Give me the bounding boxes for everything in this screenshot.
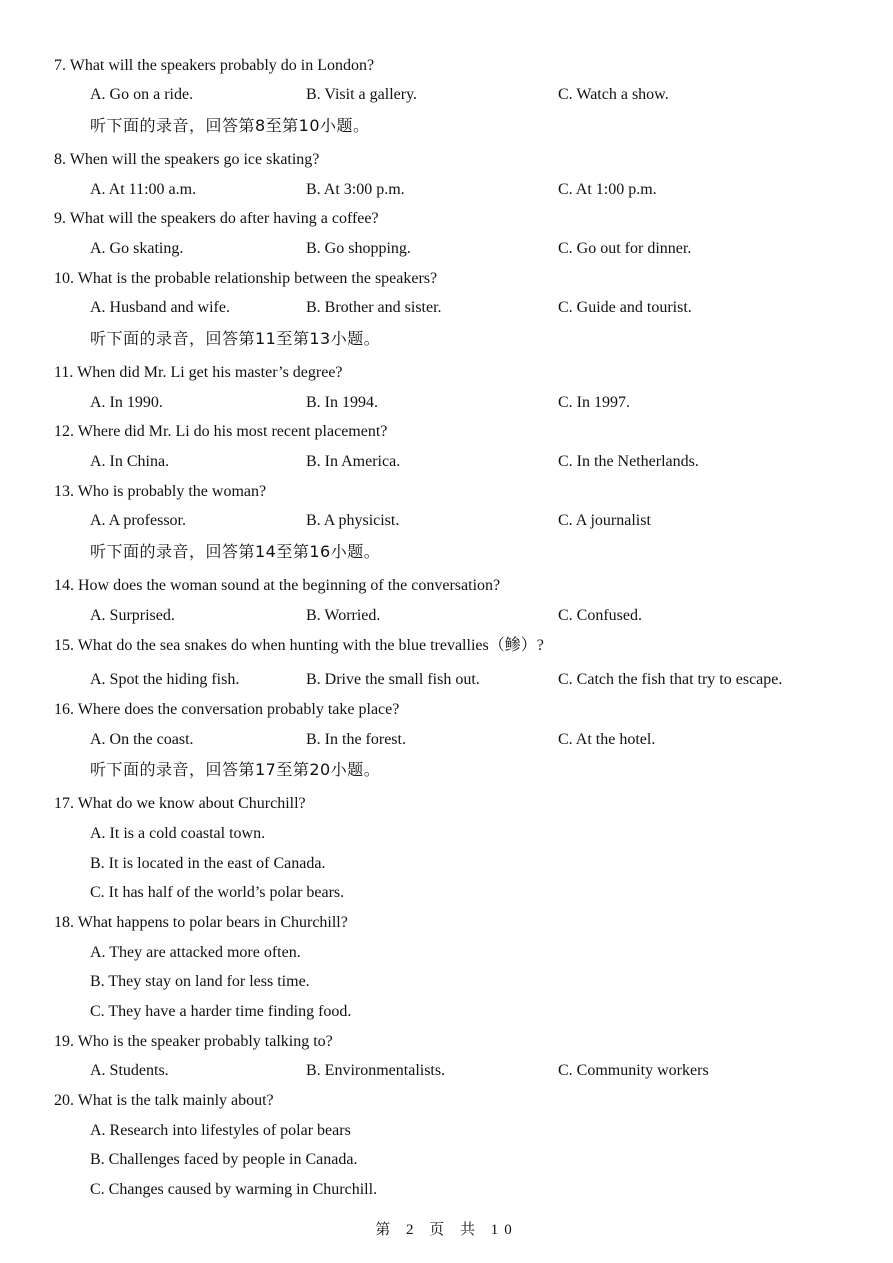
question-15-stem: 15. What do the sea snakes do when hunting with the blue trevallies（鲹）? [54, 637, 544, 654]
question-15-option-c: C. Catch the fish that try to escape. [558, 671, 783, 688]
question-12-option-a: A. In China. [90, 453, 170, 470]
question-7-option-b: B. Visit a gallery. [306, 86, 418, 103]
question-7-stem: 7. What will the speakers probably do in London? [54, 57, 375, 74]
question-9-stem: 9. What will the speakers do after having a coffee? [54, 210, 379, 227]
question-14-option-c: C. Confused. [558, 607, 642, 624]
question-14-option-a: A. Surprised. [90, 607, 175, 624]
question-11-option-b: B. In 1994. [306, 394, 378, 411]
page-footer: 第 2 页 共 10 [375, 1222, 518, 1238]
question-20-stem: 20. What is the talk mainly about? [54, 1092, 274, 1109]
question-11-option-c: C. In 1997. [558, 394, 630, 411]
question-10-stem: 10. What is the probable relationship between the speakers? [54, 270, 438, 287]
question-20-option-a: A. Research into lifestyles of polar bears [90, 1122, 351, 1139]
question-19-option-c: C. Community workers [558, 1062, 709, 1079]
question-13-stem: 13. Who is probably the woman? [54, 483, 267, 500]
question-7-option-a: A. Go on a ride. [90, 86, 194, 103]
question-7-option-c: C. Watch a show. [558, 86, 669, 103]
question-13-option-c: C. A journalist [558, 512, 651, 529]
question-8-option-c: C. At 1:00 p.m. [558, 181, 657, 198]
question-19-option-a: A. Students. [90, 1062, 169, 1079]
question-16-option-c: C. At the hotel. [558, 731, 656, 748]
question-10-option-c: C. Guide and tourist. [558, 299, 692, 316]
question-9-option-b: B. Go shopping. [306, 240, 411, 257]
question-13-option-b: B. A physicist. [306, 512, 400, 529]
question-11-stem: 11. When did Mr. Li get his master’s degree? [54, 364, 343, 381]
question-20-option-c: C. Changes caused by warming in Churchill. [90, 1181, 378, 1198]
question-10-option-a: A. Husband and wife. [90, 299, 230, 316]
question-16-option-b: B. In the forest. [306, 731, 406, 748]
question-19-stem: 19. Who is the speaker probably talking to? [54, 1033, 333, 1050]
question-10-option-b: B. Brother and sister. [306, 299, 442, 316]
question-14-option-b: B. Worried. [306, 607, 381, 624]
question-18-stem: 18. What happens to polar bears in Churchill? [54, 914, 348, 931]
question-11-option-a: A. In 1990. [90, 394, 163, 411]
instruction-17-20: 听下面的录音，回答第17至第20小题。 [90, 760, 381, 779]
question-17-option-b: B. It is located in the east of Canada. [90, 855, 326, 872]
question-16-option-a: A. On the coast. [90, 731, 194, 748]
question-17-stem: 17. What do we know about Churchill? [54, 795, 306, 812]
question-14-stem: 14. How does the woman sound at the beginning of the conversation? [54, 577, 501, 594]
instruction-14-16: 听下面的录音，回答第14至第16小题。 [90, 542, 381, 561]
question-18-option-a: A. They are attacked more often. [90, 944, 301, 961]
question-9-option-c: C. Go out for dinner. [558, 240, 692, 257]
question-8-option-a: A. At 11:00 a.m. [90, 181, 197, 198]
question-9-option-a: A. Go skating. [90, 240, 184, 257]
question-15-option-b: B. Drive the small fish out. [306, 671, 480, 688]
question-20-option-b: B. Challenges faced by people in Canada. [90, 1151, 358, 1168]
question-18-option-c: C. They have a harder time finding food. [90, 1003, 352, 1020]
question-8-stem: 8. When will the speakers go ice skating? [54, 151, 320, 168]
question-17-option-c: C. It has half of the world’s polar bears. [90, 884, 345, 901]
question-17-option-a: A. It is a cold coastal town. [90, 825, 266, 842]
question-12-option-c: C. In the Netherlands. [558, 453, 699, 470]
instruction-11-13: 听下面的录音，回答第11至第13小题。 [90, 329, 381, 348]
question-15-option-a: A. Spot the hiding fish. [90, 671, 240, 688]
instruction-8-10: 听下面的录音，回答第8至第10小题。 [90, 116, 370, 135]
question-12-stem: 12. Where did Mr. Li do his most recent placement? [54, 423, 388, 440]
question-16-stem: 16. Where does the conversation probably take place? [54, 701, 400, 718]
question-12-option-b: B. In America. [306, 453, 401, 470]
question-18-option-b: B. They stay on land for less time. [90, 973, 310, 990]
question-8-option-b: B. At 3:00 p.m. [306, 181, 405, 198]
question-19-option-b: B. Environmentalists. [306, 1062, 446, 1079]
question-13-option-a: A. A professor. [90, 512, 186, 529]
